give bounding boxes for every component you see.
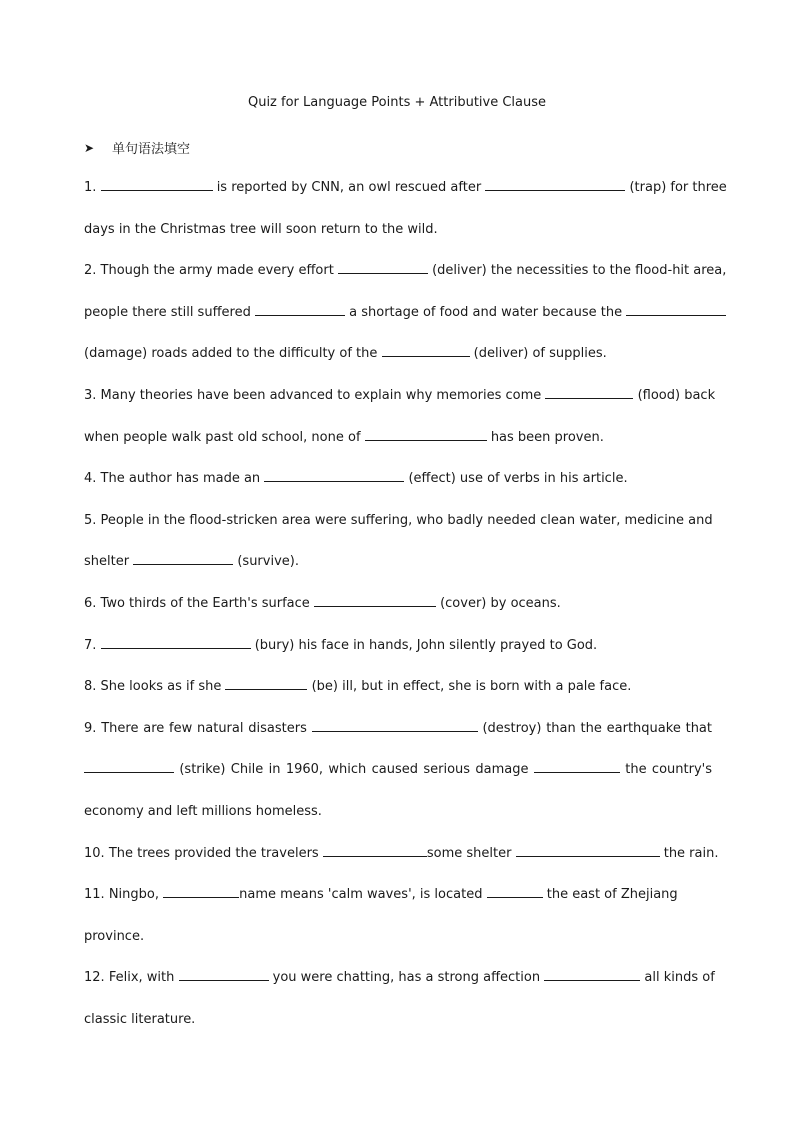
question-number: 2. [84,263,97,279]
question-text: (be) ill, but in effect, she is born with a pale face. [311,679,632,695]
question-12-line-1 [84,957,715,999]
answer-blank[interactable] [264,469,404,482]
answer-blank[interactable] [534,760,620,773]
question-6-line-1 [84,583,712,625]
question-text: some shelter [426,845,512,861]
question-10-line-1 [84,833,719,875]
question-text: The trees provided the travelers [108,845,319,861]
question-text: Ningbo, [108,887,159,903]
question-number: 1. [84,180,97,195]
question-text: Two thirds of the Earth's surface [100,595,310,611]
page-title: Quiz for Language Points + Attributive Clause [247,95,547,110]
section-heading-text: 单句语法填空 [112,142,191,157]
question-11-line-2 [84,916,712,958]
answer-blank[interactable] [225,677,307,690]
question-text: Felix, with [108,970,175,986]
question-text: (flood) back [637,387,716,403]
answer-blank[interactable] [312,719,478,732]
question-number: 10. [84,845,105,861]
question-2-line-3 [84,333,712,375]
question-number: 5. [84,512,97,528]
answer-blank[interactable] [382,344,470,357]
question-number: 7. [84,637,97,653]
question-1-line-1 [84,167,727,209]
question-11-line-1 [84,874,712,916]
section-heading [84,138,190,157]
question-text: is reported by CNN, an owl rescued after [216,180,482,195]
question-text: you were chatting, has a strong affection [272,970,541,986]
question-3-line-1 [84,375,716,417]
question-text: (trap) for three [629,180,727,195]
answer-blank[interactable] [544,968,640,981]
question-text: There are few natural disasters [101,720,307,736]
question-text: classic literature. [84,1011,196,1027]
question-text: Though the army made every effort [100,263,334,279]
answer-blank[interactable] [626,303,726,316]
arrow-bullet-icon: ➤ [84,140,95,155]
question-8-line-1 [84,666,712,708]
question-text: days in the Christmas tree will soon return to the wild. [84,221,438,237]
question-number: 12. [84,970,105,986]
question-list [84,167,727,1040]
question-text: (damage) roads added to the difficulty of the [84,346,378,362]
question-text: people there still suffered [84,304,251,320]
answer-blank[interactable] [516,844,660,857]
question-1-line-2 [84,209,712,251]
question-text: economy and left millions homeless. [84,803,322,819]
question-text: shelter [84,554,130,570]
question-text: The author has made an [100,471,261,487]
question-text: all kinds of [644,970,715,986]
question-text: (cover) by oceans. [440,595,561,611]
answer-blank[interactable] [179,968,269,981]
question-text: She looks as if she [100,679,222,695]
question-text: (deliver) of supplies. [473,346,607,362]
question-text: (bury) his face in hands, John silently prayed to God. [254,637,598,653]
answer-blank[interactable] [314,594,436,607]
question-9-line-2 [84,749,712,791]
question-text: (survive). [237,554,299,570]
question-4-line-1 [84,458,712,500]
question-text: name means 'calm waves', is located [239,887,483,903]
question-number: 6. [84,595,97,611]
answer-blank[interactable] [338,261,428,274]
question-12-line-2 [84,999,712,1041]
question-number: 8. [84,679,97,695]
question-2-line-1 [84,250,727,292]
question-text: People in the flood-stricken area were suffering, who badly needed clean water, medicine and [100,512,713,528]
answer-blank[interactable] [365,428,487,441]
question-7-line-1 [84,625,712,667]
question-text: Many theories have been advanced to explain why memories come [100,387,542,403]
question-text: province. [84,928,145,944]
answer-blank[interactable] [255,303,345,316]
question-5-line-2 [84,541,712,583]
answer-blank[interactable] [101,178,213,191]
question-5-line-1 [84,500,712,542]
question-text: the east of Zhejiang [546,887,678,903]
question-text: (effect) use of verbs in his article. [408,471,628,487]
answer-blank[interactable] [323,844,427,857]
question-9-line-3 [84,791,712,833]
question-number: 9. [84,720,97,736]
answer-blank[interactable] [101,636,251,649]
answer-blank[interactable] [133,552,233,565]
answer-blank[interactable] [545,386,633,399]
answer-blank[interactable] [487,885,543,898]
question-text: a shortage of food and water because the [349,304,623,320]
question-2-line-2 [84,292,712,334]
question-3-line-2 [84,417,712,459]
answer-blank[interactable] [84,760,174,773]
question-9-line-1 [84,708,712,750]
question-text: (strike) Chile in 1960, which caused serious damage [179,762,529,778]
answer-blank[interactable] [485,178,625,191]
question-text: the rain. [663,845,719,861]
question-number: 4. [84,471,97,487]
question-text: when people walk past old school, none of [84,429,361,445]
question-number: 3. [84,387,97,403]
question-text: has been proven. [490,429,604,445]
question-text: (deliver) the necessities to the flood-hit area, [432,263,727,279]
question-text: the country's [625,762,712,778]
answer-blank[interactable] [163,885,239,898]
question-number: 11. [84,887,105,903]
question-text: (destroy) than the earthquake that [482,720,712,736]
